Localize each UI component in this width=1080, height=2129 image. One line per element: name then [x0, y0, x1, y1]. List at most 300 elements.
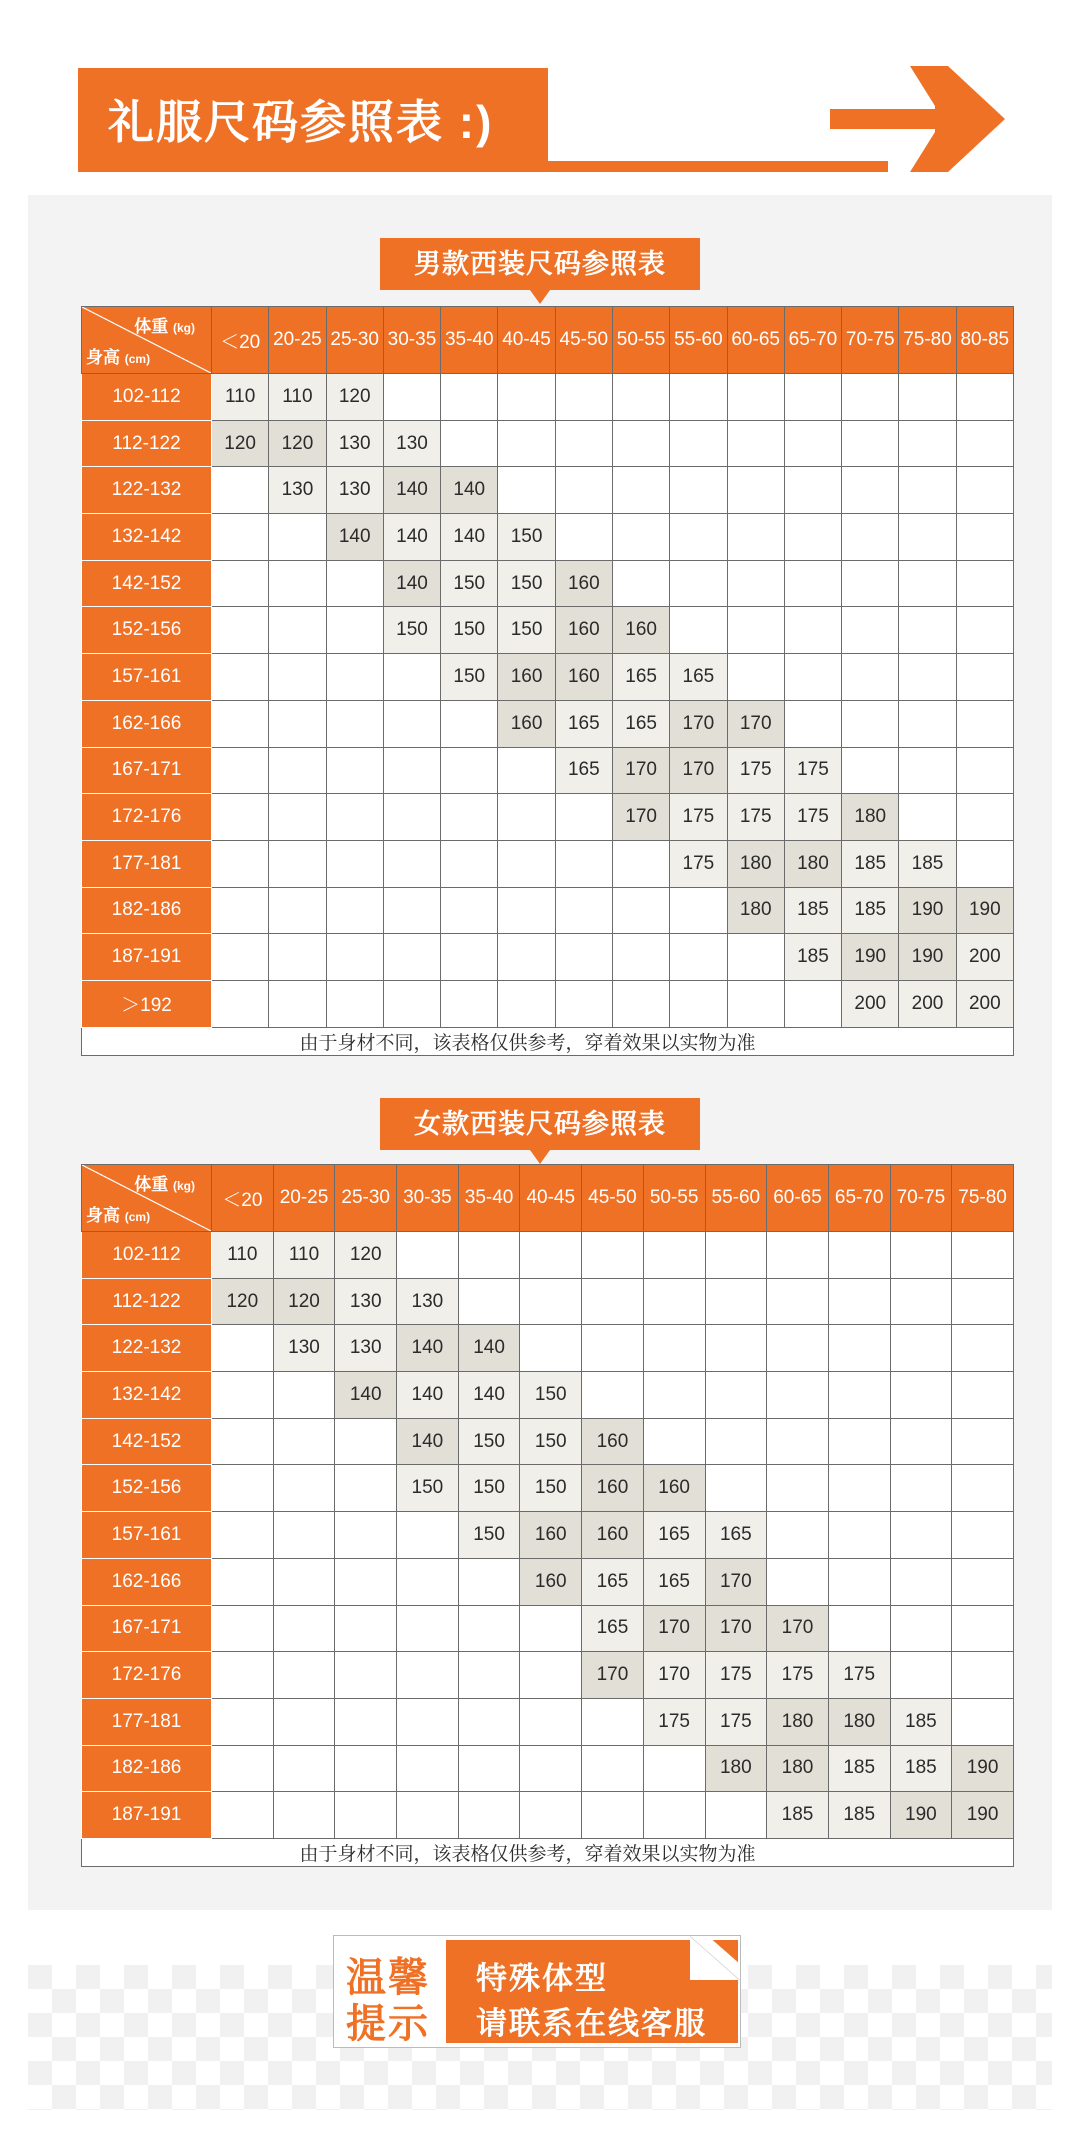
size-cell — [828, 1418, 890, 1465]
table-row — [82, 1652, 1014, 1699]
size-cell — [828, 1605, 890, 1652]
size-cell: 160 — [612, 607, 669, 654]
disclaimer-note: 由于身材不同，该表格仅供参考，穿着效果以实物为准 — [82, 1838, 1014, 1866]
weight-header-cell: 25-30 — [335, 1165, 397, 1232]
size-cell — [670, 420, 727, 467]
size-cell — [670, 467, 727, 514]
size-cell — [767, 1325, 829, 1372]
size-cell — [555, 980, 612, 1027]
height-axis-label: 身高 (cm) — [86, 348, 151, 367]
size-cell — [212, 1745, 274, 1792]
size-cell — [670, 887, 727, 934]
size-cell: 165 — [555, 747, 612, 794]
size-cell — [767, 1558, 829, 1605]
size-cell: 170 — [727, 700, 784, 747]
size-cell — [555, 374, 612, 421]
size-cell: 160 — [520, 1512, 582, 1559]
weight-header-cell: 20-25 — [269, 307, 326, 374]
size-cell: 150 — [441, 607, 498, 654]
size-cell — [890, 1652, 952, 1699]
size-cell — [899, 607, 956, 654]
size-cell — [212, 747, 269, 794]
size-cell: 120 — [335, 1232, 397, 1279]
table-row — [82, 1465, 1014, 1512]
weight-header-cell: 40-45 — [498, 307, 555, 374]
size-cell — [582, 1698, 644, 1745]
size-cell — [828, 1232, 890, 1279]
height-header-cell: 102-112 — [82, 1232, 212, 1279]
size-cell — [784, 514, 841, 561]
table-corner-header — [82, 1165, 212, 1232]
header-underline — [78, 161, 888, 172]
size-cell: 140 — [383, 467, 440, 514]
table-row — [82, 1792, 1014, 1839]
size-cell: 150 — [498, 514, 555, 561]
size-cell — [956, 794, 1013, 841]
size-cell — [643, 1792, 705, 1839]
size-cell: 175 — [784, 794, 841, 841]
size-cell — [784, 420, 841, 467]
size-cell — [643, 1372, 705, 1419]
height-header-cell: 142-152 — [82, 1418, 212, 1465]
size-cell — [335, 1418, 397, 1465]
size-cell — [828, 1372, 890, 1419]
size-cell — [269, 560, 326, 607]
size-cell: 130 — [326, 467, 383, 514]
size-cell: 200 — [956, 934, 1013, 981]
size-cell — [212, 1325, 274, 1372]
size-cell — [899, 374, 956, 421]
height-header-cell: 122-132 — [82, 467, 212, 514]
weight-header-cell: 60-65 — [727, 307, 784, 374]
size-cell: 160 — [555, 607, 612, 654]
size-cell — [890, 1325, 952, 1372]
size-cell: 185 — [890, 1745, 952, 1792]
size-cell — [727, 980, 784, 1027]
weight-header-cell: 60-65 — [767, 1165, 829, 1232]
arrow-right-icon — [830, 64, 1010, 174]
size-cell — [890, 1418, 952, 1465]
size-cell — [705, 1418, 767, 1465]
size-cell: 165 — [705, 1512, 767, 1559]
size-cell — [582, 1792, 644, 1839]
size-cell — [828, 1558, 890, 1605]
size-cell — [612, 887, 669, 934]
size-cell — [952, 1652, 1014, 1699]
table-row — [82, 887, 1014, 934]
size-cell: 180 — [727, 840, 784, 887]
weight-header-cell: 50-55 — [612, 307, 669, 374]
size-cell — [212, 1652, 274, 1699]
size-cell: 175 — [727, 794, 784, 841]
weight-header-cell: 55-60 — [670, 307, 727, 374]
size-cell — [326, 980, 383, 1027]
size-cell — [520, 1325, 582, 1372]
height-header-cell: 157-161 — [82, 654, 212, 701]
table-row — [82, 1418, 1014, 1465]
size-cell: 140 — [397, 1418, 459, 1465]
size-cell — [643, 1745, 705, 1792]
size-cell — [784, 467, 841, 514]
size-cell — [612, 934, 669, 981]
size-cell: 150 — [498, 607, 555, 654]
size-cell: 170 — [643, 1652, 705, 1699]
size-cell: 160 — [582, 1465, 644, 1512]
size-cell — [335, 1512, 397, 1559]
size-cell — [705, 1465, 767, 1512]
size-cell — [441, 420, 498, 467]
size-cell — [705, 1278, 767, 1325]
size-cell: 190 — [952, 1745, 1014, 1792]
size-cell — [335, 1465, 397, 1512]
size-cell: 175 — [727, 747, 784, 794]
size-cell — [212, 1698, 274, 1745]
size-cell — [890, 1558, 952, 1605]
size-cell: 175 — [784, 747, 841, 794]
size-cell — [899, 700, 956, 747]
table-row — [82, 1698, 1014, 1745]
size-cell — [956, 467, 1013, 514]
size-cell — [383, 840, 440, 887]
size-cell: 185 — [828, 1745, 890, 1792]
size-cell — [784, 654, 841, 701]
height-header-cell: 177-181 — [82, 1698, 212, 1745]
height-header-cell: 122-132 — [82, 1325, 212, 1372]
size-cell: 150 — [397, 1465, 459, 1512]
height-header-cell: 172-176 — [82, 794, 212, 841]
size-cell — [326, 747, 383, 794]
weight-header-cell: 70-75 — [842, 307, 899, 374]
size-cell: 175 — [828, 1652, 890, 1699]
size-cell: 165 — [670, 654, 727, 701]
size-cell — [335, 1745, 397, 1792]
size-cell — [212, 1465, 274, 1512]
size-cell — [670, 607, 727, 654]
size-cell — [612, 560, 669, 607]
size-cell — [212, 980, 269, 1027]
weight-header-cell: 45-50 — [582, 1165, 644, 1232]
height-header-cell: 187-191 — [82, 1792, 212, 1839]
weight-axis-label: 体重 (kg) — [134, 317, 195, 336]
size-cell — [458, 1278, 520, 1325]
size-cell — [842, 374, 899, 421]
size-cell: 175 — [705, 1698, 767, 1745]
table-row — [82, 934, 1014, 981]
size-cell — [670, 514, 727, 561]
size-cell — [383, 747, 440, 794]
table-corner-header — [82, 307, 212, 374]
size-cell — [458, 1745, 520, 1792]
size-cell — [890, 1512, 952, 1559]
size-cell: 190 — [952, 1792, 1014, 1839]
size-cell — [441, 840, 498, 887]
weight-header-cell: 35-40 — [441, 307, 498, 374]
size-cell — [767, 1465, 829, 1512]
size-cell — [269, 980, 326, 1027]
size-cell — [397, 1605, 459, 1652]
size-cell: 185 — [899, 840, 956, 887]
size-cell — [952, 1278, 1014, 1325]
size-cell — [458, 1652, 520, 1699]
size-cell: 140 — [397, 1325, 459, 1372]
size-cell — [326, 887, 383, 934]
table-row — [82, 700, 1014, 747]
page-header — [78, 68, 548, 172]
table-row — [82, 467, 1014, 514]
size-cell — [956, 747, 1013, 794]
size-cell — [899, 467, 956, 514]
size-cell — [273, 1698, 335, 1745]
size-cell — [555, 467, 612, 514]
size-cell — [952, 1465, 1014, 1512]
table-row — [82, 560, 1014, 607]
size-cell: 140 — [441, 514, 498, 561]
height-header-cell: 182-186 — [82, 1745, 212, 1792]
size-cell — [335, 1558, 397, 1605]
size-cell: 165 — [612, 700, 669, 747]
size-cell — [956, 700, 1013, 747]
size-cell — [441, 934, 498, 981]
size-cell — [326, 654, 383, 701]
men-section-title — [380, 238, 700, 290]
weight-header-row — [82, 1165, 1014, 1232]
size-cell: 110 — [269, 374, 326, 421]
table-row — [82, 1232, 1014, 1279]
size-cell: 185 — [828, 1792, 890, 1839]
weight-header-cell: 35-40 — [458, 1165, 520, 1232]
size-cell — [842, 747, 899, 794]
size-cell: 150 — [383, 607, 440, 654]
size-cell — [397, 1698, 459, 1745]
size-cell: 110 — [212, 374, 269, 421]
tip-message-line2: 请联系在线客服 — [476, 2006, 707, 2041]
size-cell: 140 — [441, 467, 498, 514]
size-cell — [727, 467, 784, 514]
weight-header-cell: 80-85 — [956, 307, 1013, 374]
size-cell — [383, 374, 440, 421]
size-cell — [767, 1512, 829, 1559]
disclaimer-note: 由于身材不同，该表格仅供参考，穿着效果以实物为准 — [82, 1027, 1014, 1055]
size-cell — [441, 887, 498, 934]
size-cell: 120 — [212, 420, 269, 467]
size-cell: 165 — [612, 654, 669, 701]
size-cell — [582, 1325, 644, 1372]
size-cell — [269, 607, 326, 654]
size-cell — [269, 700, 326, 747]
size-cell — [212, 467, 269, 514]
size-cell — [612, 467, 669, 514]
tip-label-line1: 温馨 — [346, 1956, 430, 2000]
size-cell — [212, 1605, 274, 1652]
size-cell: 175 — [643, 1698, 705, 1745]
size-cell — [555, 514, 612, 561]
size-cell — [705, 1372, 767, 1419]
size-cell — [705, 1792, 767, 1839]
size-cell — [555, 794, 612, 841]
size-cell — [326, 607, 383, 654]
size-cell — [441, 980, 498, 1027]
size-cell — [952, 1418, 1014, 1465]
size-cell — [458, 1605, 520, 1652]
size-cell — [212, 654, 269, 701]
size-cell — [555, 420, 612, 467]
height-header-cell: 152-156 — [82, 1465, 212, 1512]
women-size-table — [81, 1164, 1014, 1867]
size-cell — [326, 934, 383, 981]
size-cell — [705, 1325, 767, 1372]
size-cell: 200 — [842, 980, 899, 1027]
size-cell — [273, 1465, 335, 1512]
size-cell — [326, 840, 383, 887]
size-cell — [212, 1512, 274, 1559]
size-cell: 175 — [705, 1652, 767, 1699]
size-cell — [383, 934, 440, 981]
size-cell — [828, 1325, 890, 1372]
table-row — [82, 514, 1014, 561]
size-cell — [498, 420, 555, 467]
size-cell: 150 — [441, 560, 498, 607]
size-cell — [842, 514, 899, 561]
size-cell: 140 — [335, 1372, 397, 1419]
size-cell — [498, 374, 555, 421]
size-cell — [335, 1698, 397, 1745]
size-cell — [727, 934, 784, 981]
size-cell — [727, 514, 784, 561]
size-cell: 140 — [397, 1372, 459, 1419]
weight-header-cell: 55-60 — [705, 1165, 767, 1232]
size-cell — [952, 1698, 1014, 1745]
size-cell — [520, 1232, 582, 1279]
size-cell — [612, 420, 669, 467]
table-row — [82, 1278, 1014, 1325]
size-cell: 160 — [498, 654, 555, 701]
size-cell — [555, 887, 612, 934]
size-cell — [890, 1372, 952, 1419]
size-cell — [269, 934, 326, 981]
size-cell — [784, 560, 841, 607]
size-cell — [212, 794, 269, 841]
size-cell — [273, 1652, 335, 1699]
size-cell — [952, 1512, 1014, 1559]
size-cell: 150 — [520, 1418, 582, 1465]
weight-header-cell: 40-45 — [520, 1165, 582, 1232]
size-cell: 150 — [458, 1512, 520, 1559]
size-cell: 180 — [767, 1698, 829, 1745]
size-cell — [520, 1605, 582, 1652]
size-cell — [212, 840, 269, 887]
size-cell — [498, 980, 555, 1027]
size-cell: 180 — [767, 1745, 829, 1792]
table-row — [82, 1745, 1014, 1792]
height-header-cell: 132-142 — [82, 1372, 212, 1419]
size-cell — [767, 1418, 829, 1465]
size-cell — [212, 514, 269, 561]
weight-header-cell: 25-30 — [326, 307, 383, 374]
size-cell — [643, 1278, 705, 1325]
size-cell — [498, 747, 555, 794]
size-cell: 175 — [670, 840, 727, 887]
size-cell — [956, 374, 1013, 421]
height-header-cell: 132-142 — [82, 514, 212, 561]
size-cell — [767, 1278, 829, 1325]
size-cell: 140 — [326, 514, 383, 561]
size-cell: 170 — [670, 700, 727, 747]
size-cell — [520, 1278, 582, 1325]
size-cell: 120 — [212, 1278, 274, 1325]
size-cell — [273, 1512, 335, 1559]
size-cell — [727, 374, 784, 421]
size-cell: 170 — [612, 794, 669, 841]
weight-header-cell: 45-50 — [555, 307, 612, 374]
size-cell — [335, 1792, 397, 1839]
size-cell: 140 — [458, 1325, 520, 1372]
women-section-title — [380, 1098, 700, 1150]
size-cell: 150 — [441, 654, 498, 701]
size-cell — [952, 1325, 1014, 1372]
size-cell — [643, 1232, 705, 1279]
size-cell — [784, 374, 841, 421]
size-cell — [952, 1558, 1014, 1605]
size-cell — [397, 1745, 459, 1792]
size-cell — [212, 700, 269, 747]
size-cell — [273, 1372, 335, 1419]
size-cell — [212, 1792, 274, 1839]
size-cell: 180 — [705, 1745, 767, 1792]
size-cell: 165 — [643, 1512, 705, 1559]
height-header-cell: 112-122 — [82, 420, 212, 467]
size-cell — [269, 654, 326, 701]
height-header-cell: 187-191 — [82, 934, 212, 981]
size-cell — [784, 980, 841, 1027]
size-cell — [273, 1605, 335, 1652]
size-cell — [828, 1278, 890, 1325]
size-cell — [784, 607, 841, 654]
size-cell — [520, 1698, 582, 1745]
size-cell — [498, 934, 555, 981]
height-header-cell: 162-166 — [82, 700, 212, 747]
size-cell — [952, 1372, 1014, 1419]
weight-header-cell: 75-80 — [952, 1165, 1014, 1232]
weight-header-cell: 30-35 — [397, 1165, 459, 1232]
size-cell — [612, 980, 669, 1027]
size-cell: 160 — [520, 1558, 582, 1605]
size-cell — [956, 654, 1013, 701]
size-cell: 110 — [273, 1232, 335, 1279]
size-cell — [212, 1558, 274, 1605]
size-cell — [612, 840, 669, 887]
size-cell — [498, 467, 555, 514]
size-cell — [212, 1418, 274, 1465]
size-cell — [212, 560, 269, 607]
size-cell — [890, 1465, 952, 1512]
size-cell — [612, 374, 669, 421]
size-cell: 150 — [458, 1418, 520, 1465]
height-header-cell: 182-186 — [82, 887, 212, 934]
tip-label-line2: 提示 — [346, 2002, 430, 2046]
size-cell — [458, 1558, 520, 1605]
weight-header-cell: 65-70 — [784, 307, 841, 374]
size-cell — [555, 934, 612, 981]
size-cell: 160 — [498, 700, 555, 747]
weight-header-cell: ＜20 — [212, 1165, 274, 1232]
size-cell — [727, 560, 784, 607]
size-cell — [767, 1372, 829, 1419]
size-cell — [397, 1792, 459, 1839]
height-header-cell: 162-166 — [82, 1558, 212, 1605]
size-cell: 170 — [705, 1558, 767, 1605]
size-cell: 150 — [520, 1465, 582, 1512]
size-cell — [842, 654, 899, 701]
